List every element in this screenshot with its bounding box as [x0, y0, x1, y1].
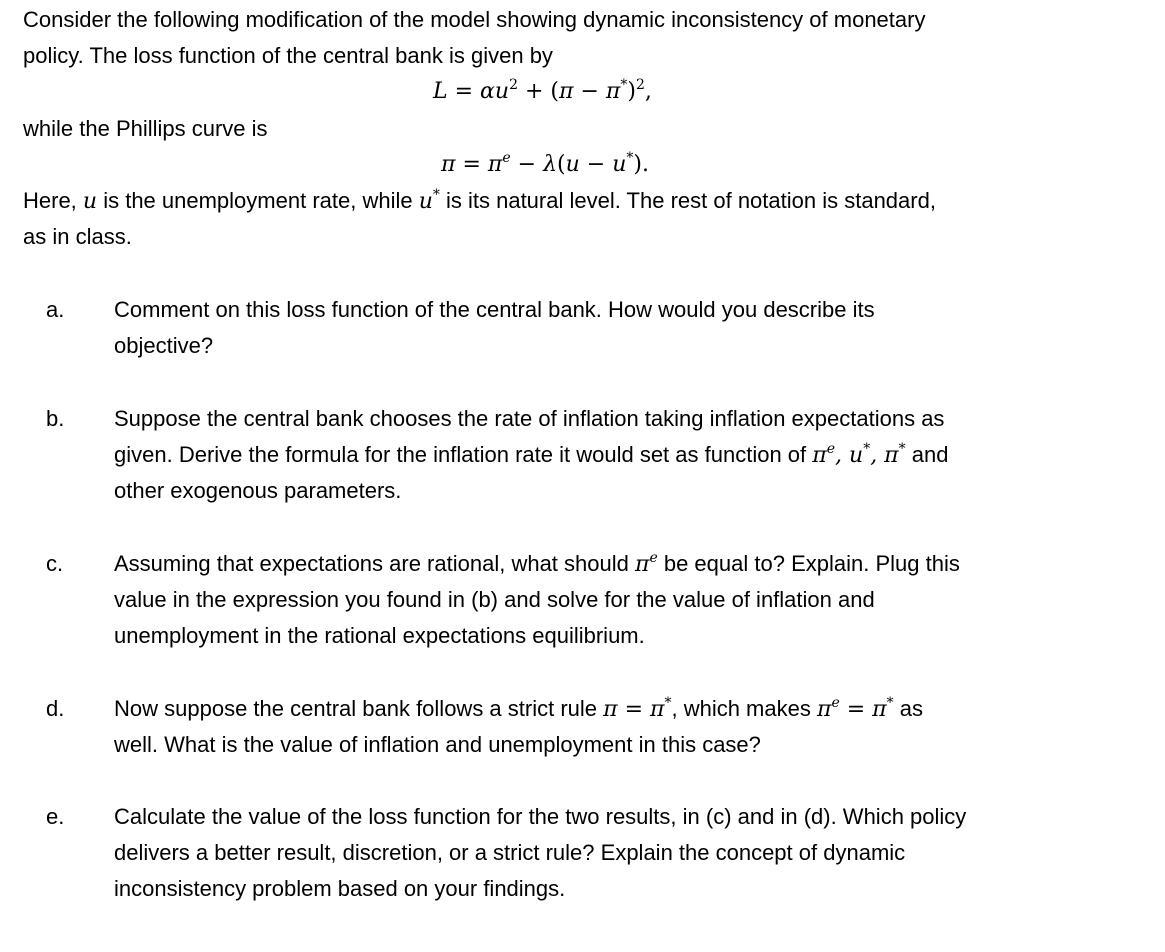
intro-line-1: Consider the following modification of the model showing dynamic inconsistency of monetary — [23, 7, 926, 32]
phillips-lead: while the Phillips curve is — [23, 116, 268, 141]
phillips-curve-equation: $\pi = \pi^e - \lambda(u - u^*)$. — [441, 150, 649, 177]
question-c-line-1-end: be equal to? Explain. Plug this — [657, 551, 960, 576]
question-d-marker: d. — [46, 696, 65, 721]
intro-line-2: policy. The loss function of the central bank is given by — [23, 43, 553, 68]
question-a-marker: a. — [46, 297, 65, 322]
question-b-marker: b. — [46, 406, 65, 431]
question-d-line-1-text: Now suppose the central bank follows a strict rule — [114, 696, 604, 721]
question-d-math-1: π = π* — [603, 695, 672, 722]
question-d-line-1 — [114, 691, 923, 728]
intro-last-line: as in class. — [23, 224, 132, 249]
question-e-line-3: inconsistency problem based on your findings. — [114, 876, 566, 901]
here-text-3: is its natural level. The rest of notation is standard, — [439, 188, 936, 213]
question-b-line-3: other exogenous parameters. — [114, 478, 402, 503]
question-c-marker: c. — [46, 551, 64, 576]
question-d-math-2: $\pi^e = \pi^*$ — [816, 695, 894, 722]
question-c-line-1 — [114, 546, 960, 583]
question-b-line-1: Suppose the central bank chooses the rate of inflation taking inflation expectations as — [114, 406, 945, 431]
question-d-line-1-end: as — [893, 696, 923, 721]
question-d-line-2: well. What is the value of inflation and unemployment in this case? — [114, 732, 761, 757]
question-b-line-2 — [114, 437, 948, 474]
question-e-marker: e. — [46, 804, 65, 829]
here-text-2: is the unemployment rate, while — [97, 188, 419, 213]
question-c-line-1-text: Assuming that expectations are rational, what should — [114, 551, 635, 576]
question-a-line-1: Comment on this loss function of the central bank. How would you describe its — [114, 297, 875, 322]
intro-here-line: Here, u is the unemployment rate, while u* is its natural level. The rest of notation is standard, — [23, 187, 936, 214]
question-a-line-2: objective? — [114, 333, 214, 358]
question-e-line-2: delivers a better result, discretion, or a strict rule? Explain the concept of dynamic — [114, 840, 906, 865]
question-b-line-2-end: and — [905, 442, 949, 467]
question-d-line-1-mid: , which makes — [671, 696, 817, 721]
here-text-1: Here, — [23, 188, 83, 213]
question-c-line-3: unemployment in the rational expectations equilibrium. — [114, 623, 645, 648]
loss-function-equation: $L = \alpha u^2 + (\pi - \pi^*)^2$, — [433, 77, 652, 104]
question-c-line-2: value in the expression you found in (b) and solve for the value of inflation and — [114, 587, 875, 612]
u-star-symbol: u — [418, 189, 433, 214]
u-symbol: u — [82, 189, 98, 214]
question-c-math: $\pi^e$ — [634, 550, 658, 577]
question-b-math: $\pi^e$, u*, π* — [812, 441, 906, 468]
question-b-line-2-text: given. Derive the formula for the inflation rate it would set as function of — [114, 442, 813, 467]
question-e-line-1: Calculate the value of the loss function for the two results, in (c) and in (d). Which policy — [114, 804, 967, 829]
